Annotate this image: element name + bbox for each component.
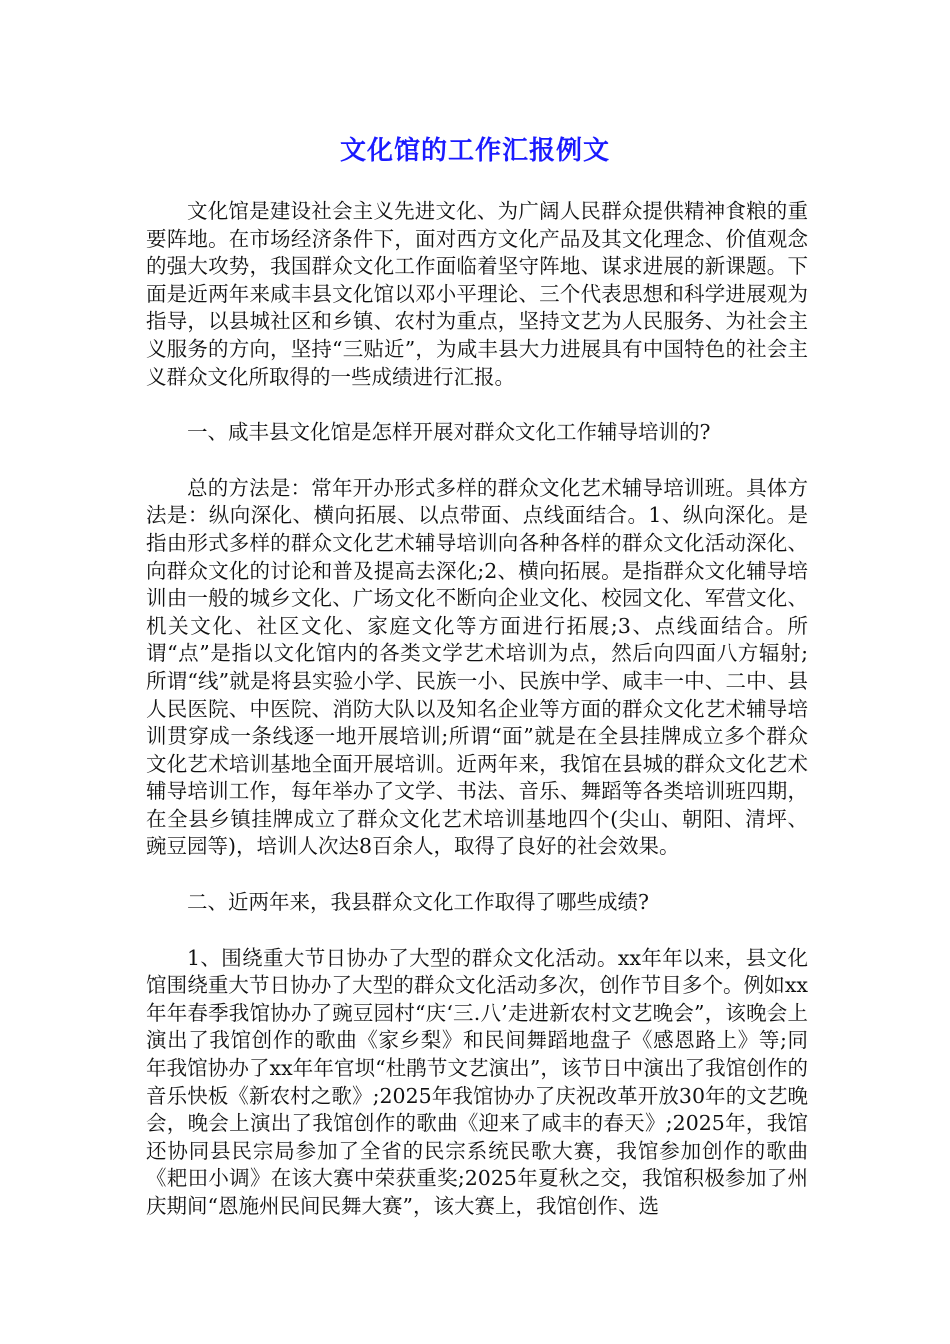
section-heading-1: 一、咸丰县文化馆是怎样开展对群众文化工作辅导培训的?	[187, 420, 711, 445]
document-title: 文化馆的工作汇报例文	[339, 136, 610, 166]
intro-paragraph: 文化馆是建设社会主义先进文化、为广阔人民群众提供精神食粮的重要阵地。在市场经济条件下，面对西方文化产品及其文化理念、价值观念的强大攻势，我国群众文化工作面临着坚守阵地、谋求进展的新课题。下面是近两年来咸丰县文化馆以邓小平理论、三个代表思想和科学进展观为指导，以县城社区和乡镇、农村为重点，坚持文艺为人民服务、为社会主义服务的方向，坚持“三贴近”，为咸丰县大力进展具有中国特色的社会主义群众文化所取得的一些成绩进行汇报。	[146, 199, 808, 389]
section-2-paragraph: 1、围绕重大节日协办了大型的群众文化活动。xx年年以来，县文化馆围绕重大节日协办了大型的群众文化活动多次，创作节目多个。例如xx年年春季我馆协办了豌豆园村“庆‘三.八’走进新农村文艺晚会”，该晚会上演出了我馆创作的歌曲《家乡梨》和民间舞蹈地盘子《感恩路上》等;同年我馆协办了xx年年官坝“杜鹃节文艺演出”，该节日中演出了我馆创作的音乐快板《新农村之歌》;2025年我馆协办了庆祝改革开放30年的文艺晚会，晚会上演出了我馆创作的歌曲《迎来了咸丰的春天》;2025年，我馆还协同县民宗局参加了全省的民宗系统民歌大赛，我馆参加创作的歌曲《耙田小调》在该大赛中荣获重奖;2025年夏秋之交，我馆积极参加了州庆期间“恩施州民间民舞大赛”，该大赛上，我馆创作、选	[146, 945, 808, 1218]
section-1-paragraph: 总的方法是：常年开办形式多样的群众文化艺术辅导培训班。具体方法是：纵向深化、横向拓展、以点带面、点线面结合。1、纵向深化。是指由形式多样的群众文化艺术辅导培训向各种各样的群众文化活动深化、向群众文化的讨论和普及提高去深化;2、横向拓展。是指群众文化辅导培训由一般的城乡文化、广场文化不断向企业文化、校园文化、军营文化、机关文化、社区文化、家庭文化等方面进行拓展;3、点线面结合。所谓“点”是指以文化馆内的各类文学艺术培训为点，然后向四面八方辐射;所谓“线”就是将县实验小学、民族一小、民族中学、咸丰一中、二中、县人民医院、中医院、消防大队以及知名企业等方面的群众文化艺术辅导培训贯穿成一条线逐一地开展培训;所谓“面”就是在全县挂牌成立多个群众文化艺术培训基地全面开展培训。近两年来，我馆在县城的群众文化艺术辅导培训工作，每年举办了文学、书法、音乐、舞蹈等各类培训班四期，在全县乡镇挂牌成立了群众文化艺术培训基地四个(尖山、朝阳、清坪、豌豆园等)，培训人次达8百余人，取得了良好的社会效果。	[146, 475, 808, 859]
document-body	[146, 198, 808, 1249]
section-heading-2: 二、近两年来，我县群众文化工作取得了哪些成绩?	[187, 890, 649, 915]
